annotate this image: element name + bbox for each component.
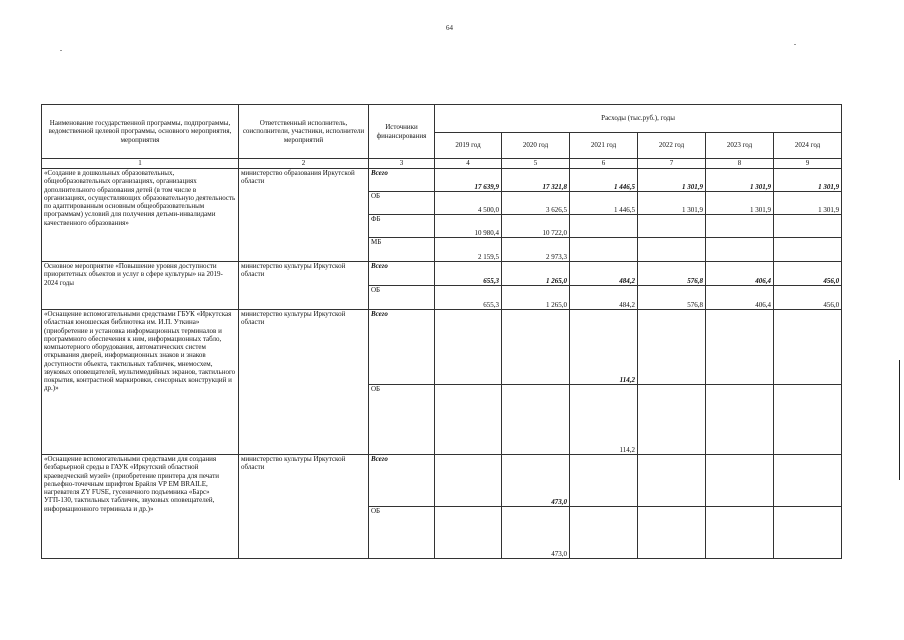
expense-value-cell: 1 301,9 — [638, 169, 706, 192]
expense-value-cell: 1 301,9 — [706, 169, 774, 192]
expense-value-cell: 576,8 — [638, 286, 706, 310]
expense-value-cell: 1 301,9 — [638, 192, 706, 215]
expense-value-cell — [774, 455, 842, 507]
table-row — [42, 310, 842, 385]
expense-value-cell — [435, 507, 502, 559]
expense-value-cell — [435, 310, 502, 385]
expense-value-cell: 1 301,9 — [774, 192, 842, 215]
expense-value-cell: 10 722,0 — [502, 215, 570, 238]
expense-value-cell: 10 980,4 — [435, 215, 502, 238]
header-year: 2023 год — [706, 133, 774, 159]
program-name-cell: «Оснащение вспомогательными средствами для создания безбарьерной среды в ГАУК «Иркутский областной краеведческий музей» (приобретение принтера для печати рельефно-точечным шрифтом Брайля VP EM BRAILE, нагревателя ZY FUSE, гусеничного подъемника «Барс» УГП-130, тактильных табличек, звуковых оповещателей, информационного терминала и др.)» — [42, 455, 239, 559]
header-year: 2022 год — [638, 133, 706, 159]
table-row — [42, 169, 842, 192]
column-number: 6 — [570, 159, 638, 169]
expense-value-cell — [435, 385, 502, 455]
expense-value-cell — [706, 238, 774, 262]
header-year: 2019 год — [435, 133, 502, 159]
column-number: 3 — [369, 159, 435, 169]
financing-source-cell: Всего — [369, 262, 435, 286]
expense-value-cell — [638, 507, 706, 559]
expense-value-cell — [774, 385, 842, 455]
header-program-name: Наименование государственной программы, подпрограммы, ведомственной целевой программы, основного мероприятия, мероприятия — [42, 105, 239, 159]
expense-value-cell: 1 301,9 — [774, 169, 842, 192]
expense-value-cell: 484,2 — [570, 286, 638, 310]
expense-value-cell: 2 973,3 — [502, 238, 570, 262]
financing-source-cell: Всего — [369, 310, 435, 385]
financing-source-cell: ОБ — [369, 507, 435, 559]
expense-value-cell — [502, 385, 570, 455]
expense-value-cell — [638, 385, 706, 455]
header-financing-source: Источники финансирования — [369, 105, 435, 159]
expense-value-cell: 484,2 — [570, 262, 638, 286]
column-number: 4 — [435, 159, 502, 169]
expense-value-cell — [570, 507, 638, 559]
expense-value-cell: 4 500,0 — [435, 192, 502, 215]
program-name-cell: Основное мероприятие «Повышение уровня доступности приоритетных объектов и услуг в сфере культуры» на 2019-2024 годы — [42, 262, 239, 310]
expense-value-cell: 3 626,5 — [502, 192, 570, 215]
expense-value-cell: 655,3 — [435, 262, 502, 286]
table-body — [42, 169, 842, 559]
expense-value-cell — [638, 215, 706, 238]
column-number: 5 — [502, 159, 570, 169]
expense-value-cell — [774, 238, 842, 262]
expense-value-cell: 114,2 — [570, 385, 638, 455]
expense-value-cell: 17 639,9 — [435, 169, 502, 192]
financing-source-cell: ОБ — [369, 192, 435, 215]
financing-source-cell: ФБ — [369, 215, 435, 238]
expense-value-cell — [570, 215, 638, 238]
table-row — [42, 262, 842, 286]
expense-value-cell: 114,2 — [570, 310, 638, 385]
expense-value-cell: 473,0 — [502, 507, 570, 559]
expense-value-cell — [706, 455, 774, 507]
expense-value-cell: 17 321,8 — [502, 169, 570, 192]
expense-value-cell: 576,8 — [638, 262, 706, 286]
expense-value-cell: 456,0 — [774, 262, 842, 286]
page-number: 64 — [446, 24, 453, 32]
column-number: 7 — [638, 159, 706, 169]
program-name-cell: «Оснащение вспомогательными средствами ГБУК «Иркутская областная юношеская библиотека им. И.П. Уткина» (приобретение и установка информационных терминалов и программного обеспечения к ним, информационных табло, компьютерного оборудования, автоматических систем открывания дверей, информационных знаков и знаков доступности объекта, тактильных табличек, мнемосхем, звуковых оповещателей, мультимедийных экранов, тактильного покрытия, контрастной маркировки, сенсорных конструкций и др.)» — [42, 310, 239, 455]
expense-value-cell: 1 446,5 — [570, 169, 638, 192]
expense-value-cell: 1 301,9 — [706, 192, 774, 215]
responsible-cell: министерство культуры Иркутской области — [239, 262, 369, 310]
expense-value-cell: 1 265,0 — [502, 286, 570, 310]
expense-value-cell — [774, 215, 842, 238]
expense-value-cell — [638, 455, 706, 507]
table-row — [42, 455, 842, 507]
column-number: 9 — [774, 159, 842, 169]
scan-speck — [60, 50, 62, 51]
financing-source-cell: Всего — [369, 169, 435, 192]
expense-value-cell — [706, 385, 774, 455]
expense-value-cell — [774, 310, 842, 385]
expense-value-cell: 406,4 — [706, 262, 774, 286]
expense-value-cell — [502, 310, 570, 385]
column-number: 1 — [42, 159, 239, 169]
expense-value-cell: 473,0 — [502, 455, 570, 507]
header-year: 2024 год — [774, 133, 842, 159]
expense-value-cell — [570, 455, 638, 507]
financing-source-cell: МБ — [369, 238, 435, 262]
expense-value-cell — [570, 238, 638, 262]
financing-source-cell: Всего — [369, 455, 435, 507]
expense-value-cell: 456,0 — [774, 286, 842, 310]
expense-value-cell — [774, 507, 842, 559]
scan-edge-line — [899, 360, 900, 480]
expense-value-cell: 655,3 — [435, 286, 502, 310]
expense-value-cell — [706, 215, 774, 238]
responsible-cell: министерство культуры Иркутской области — [239, 455, 369, 559]
column-number: 2 — [239, 159, 369, 169]
expense-value-cell — [638, 238, 706, 262]
header-year: 2021 год — [570, 133, 638, 159]
expense-value-cell: 1 446,5 — [570, 192, 638, 215]
expense-value-cell: 406,4 — [706, 286, 774, 310]
expense-value-cell — [706, 507, 774, 559]
expenses-table — [41, 104, 842, 559]
expense-value-cell: 2 159,5 — [435, 238, 502, 262]
header-responsible: Ответственный исполнитель, соисполнители, участники, исполнители мероприятий — [239, 105, 369, 159]
expense-value-cell — [435, 455, 502, 507]
financing-source-cell: ОБ — [369, 286, 435, 310]
expense-value-cell — [706, 310, 774, 385]
expense-value-cell — [638, 310, 706, 385]
responsible-cell: министерство образования Иркутской области — [239, 169, 369, 262]
header-expenses: Расходы (тыс.руб.), годы — [435, 105, 842, 133]
responsible-cell: министерство культуры Иркутской области — [239, 310, 369, 455]
scan-speck — [794, 44, 796, 45]
program-name-cell: «Создание в дошкольных образовательных, общеобразовательных организациях, организациях дополнительного образования детей (в том числе в организациях, осуществляющих образовательную деятельность по адаптированным основным общеобразовательным программам) условий для получения детьми-инвалидами качественного образования» — [42, 169, 239, 262]
column-number: 8 — [706, 159, 774, 169]
financing-source-cell: ОБ — [369, 385, 435, 455]
header-year: 2020 год — [502, 133, 570, 159]
expense-value-cell: 1 265,0 — [502, 262, 570, 286]
